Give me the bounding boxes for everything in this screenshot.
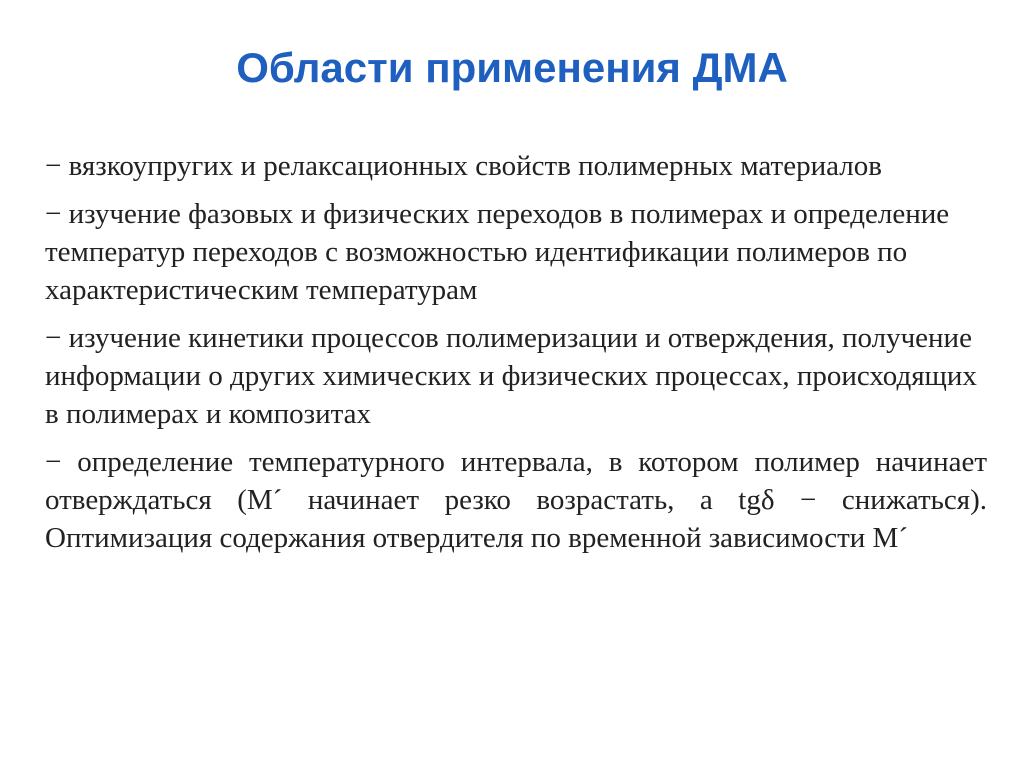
list-item: − определение температурного интервала, в котором полимер начинает отверждаться (М´ начинает резко возрастать, а tgδ − снижаться). Оптимизация содержания отвердителя по временной зависимости М´ (45, 446, 987, 554)
bullet-list (45, 147, 987, 567)
list-item: − изучение кинетики процессов полимеризации и отверждения, получение информации о других химических и физических процессах, происходящих в полимерах и композитах (45, 322, 977, 430)
slide-title: Области применения ДМА (236, 44, 788, 91)
list-item: − изучение фазовых и физических переходов в полимерах и определение температур переходов с возможностью идентификации полимеров по характеристическим температурам (45, 198, 950, 306)
list-item: − вязкоупругих и релаксационных свойств полимерных материалов (45, 150, 882, 182)
